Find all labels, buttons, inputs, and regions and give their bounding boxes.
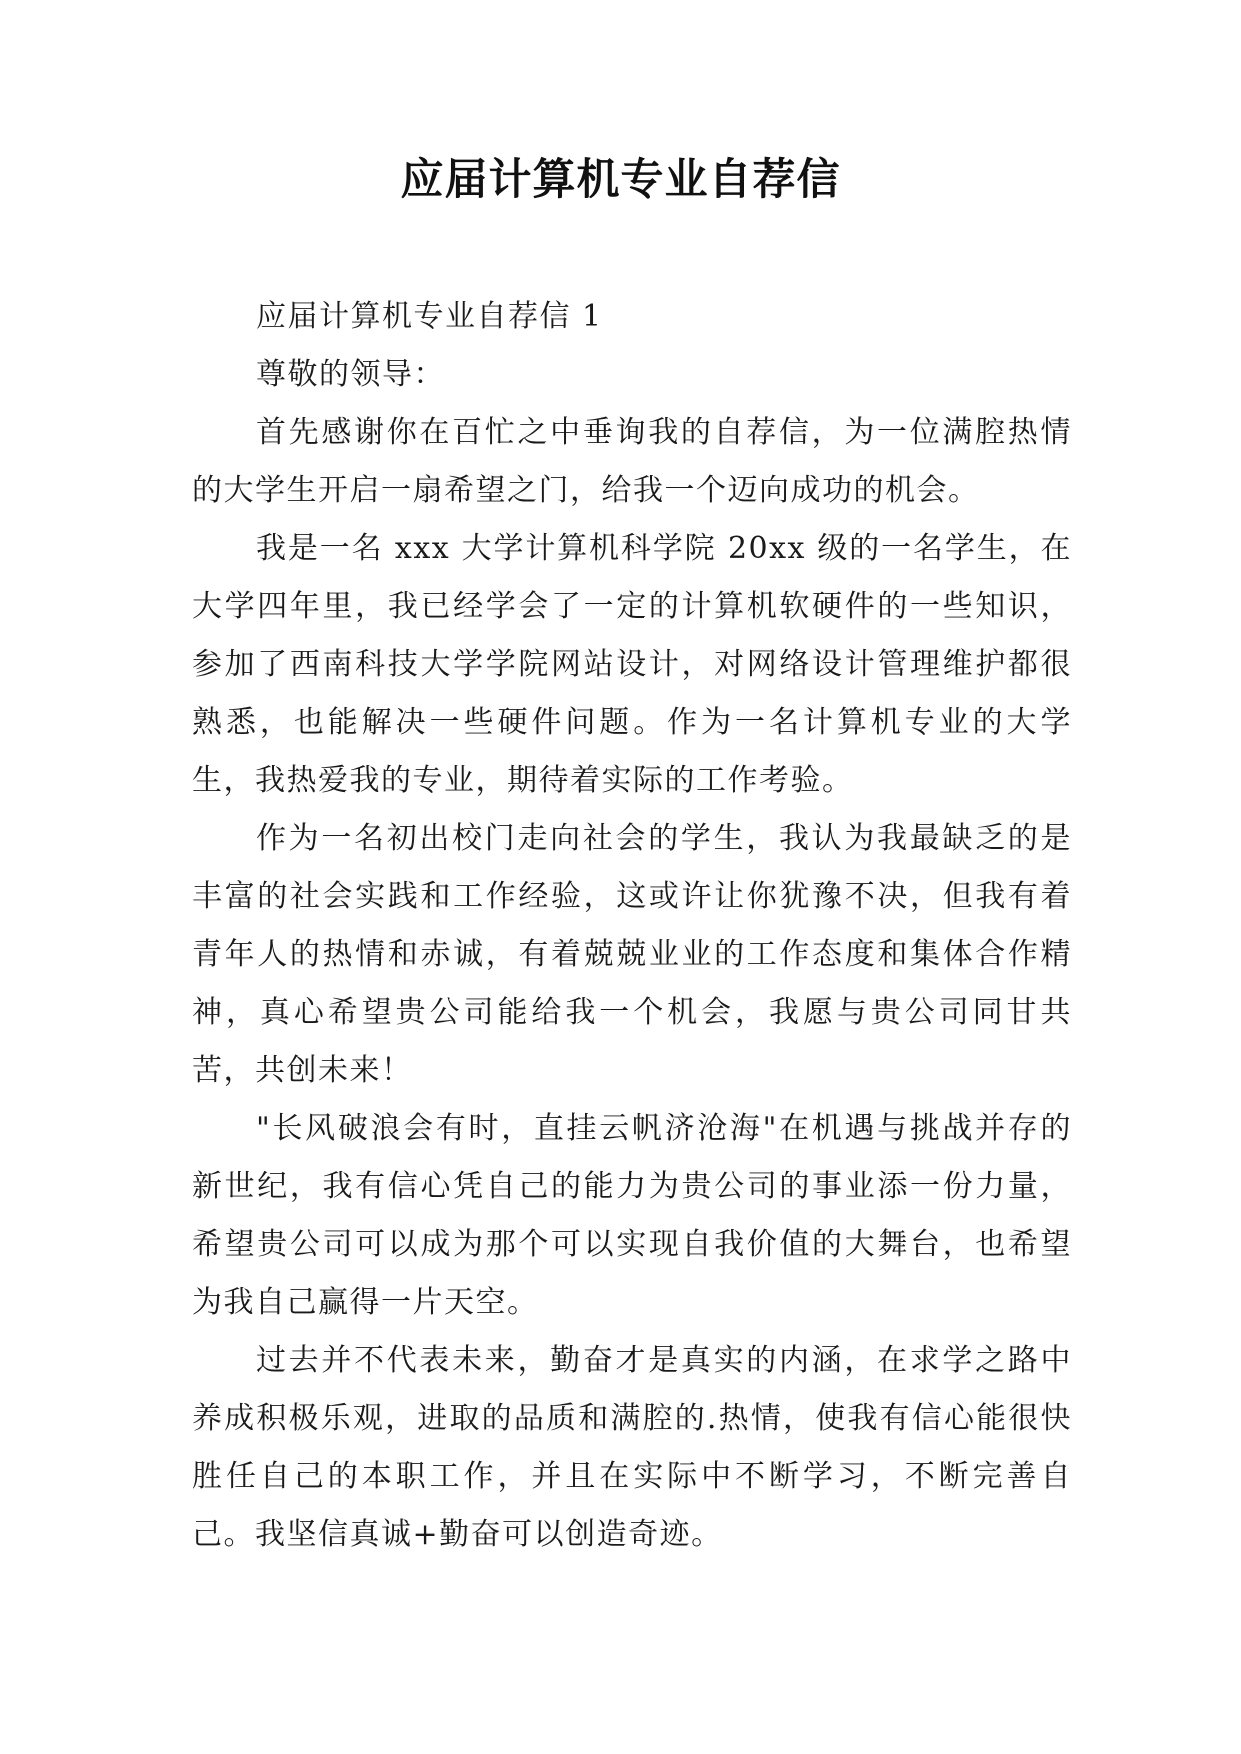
letter-paragraph-4: "长风破浪会有时，直挂云帆济沧海"在机遇与挑战并存的新世纪，我有信心凭自己的能力为贵公司的事业添一份力量，希望贵公司可以成为那个可以实现自我价值的大舞台，也希望为我自己赢得一片天空。 (192, 1111, 1072, 1320)
document-body (192, 288, 1072, 1564)
letter-subtitle: 应届计算机专业自荐信 1 (256, 299, 603, 334)
letter-paragraph-2: 我是一名 xxx 大学计算机科学院 20xx 级的一名学生，在大学四年里，我已经学会了一定的计算机软硬件的一些知识，参加了西南科技大学学院网站设计，对网络设计管理维护都很熟悉，也能解决一些硬件问题。作为一名计算机专业的大学生，我热爱我的专业，期待着实际的工作考验。 (192, 531, 1072, 798)
letter-salutation: 尊敬的领导： (256, 357, 445, 392)
document-title: 应届计算机专业自荐信 (400, 155, 841, 205)
letter-paragraph-1: 首先感谢你在百忙之中垂询我的自荐信，为一位满腔热情的大学生开启一扇希望之门，给我一个迈向成功的机会。 (192, 415, 1072, 508)
letter-paragraph-5: 过去并不代表未来，勤奋才是真实的内涵，在求学之路中养成积极乐观，进取的品质和满腔的.热情，使我有信心能很快胜任自己的本职工作，并且在实际中不断学习，不断完善自己。我坚信真诚+勤奋可以创造奇迹。 (192, 1343, 1072, 1552)
letter-paragraph-3: 作为一名初出校门走向社会的学生，我认为我最缺乏的是丰富的社会实践和工作经验，这或许让你犹豫不决，但我有着青年人的热情和赤诚，有着兢兢业业的工作态度和集体合作精神，真心希望贵公司能给我一个机会，我愿与贵公司同甘共苦，共创未来！ (192, 821, 1072, 1088)
